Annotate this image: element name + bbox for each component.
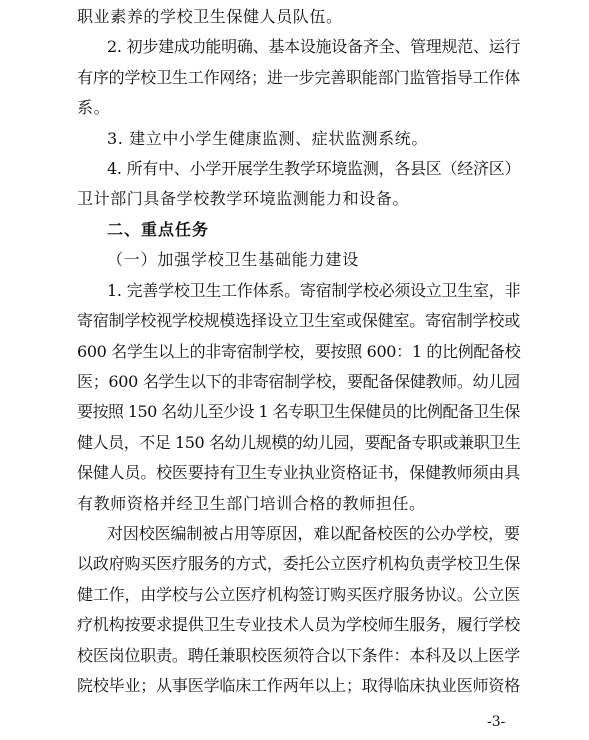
list-item-4: 4. 所有中、小学开展学生教学环境监测，各县区（经济区） bbox=[107, 159, 521, 179]
subsection-heading: （一）加强学校卫生基础能力建设 bbox=[107, 250, 360, 270]
list-item-3: 3. 建立中小学生健康监测、症状监测系统。 bbox=[107, 128, 428, 148]
body-text-line: 健工作，由学校与公立医疗机构签订购买医疗服务协议。公立医 bbox=[77, 584, 521, 604]
body-text-line: 600 名学生以上的非寄宿制学校，要按照 600：1 的比例配备校 bbox=[77, 341, 521, 361]
body-text-line: 有序的学校卫生工作网络；进一步完善职能部门监管指导工作体 bbox=[77, 67, 521, 87]
body-text-line: 以政府购买医疗服务的方式，委托公立医疗机构负责学校卫生保 bbox=[77, 554, 521, 574]
body-text-line: 寄宿制学校视学校规模选择设立卫生室或保健室。寄宿制学校或 bbox=[77, 311, 521, 331]
body-text-line: 系。 bbox=[77, 98, 111, 118]
list-item-2: 2. 初步建成功能明确、基本设施设备齐全、管理规范、运行 bbox=[107, 37, 521, 57]
body-text-line: 1. 完善学校卫生工作体系。寄宿制学校必须设立卫生室，非 bbox=[107, 280, 521, 300]
body-text-line: 医；600 名学生以下的非寄宿制学校，要配备保健教师。幼儿园 bbox=[77, 371, 520, 391]
body-text-line: 疗机构按要求提供卫生专业技术人员为学校师生服务，履行学校 bbox=[77, 615, 521, 635]
body-text-line: 对因校医编制被占用等原因，难以配备校医的公办学校，要 bbox=[107, 523, 520, 543]
body-text-line: 有教师资格并经卫生部门培训合格的教师担任。 bbox=[77, 493, 426, 513]
body-text-line: 职业素养的学校卫生保健人员队伍。 bbox=[77, 7, 343, 26]
body-text-line: 要按照 150 名幼儿至少设 1 名专职卫生保健员的比例配备卫生保 bbox=[77, 402, 520, 422]
body-text-line: 校医岗位职责。聘任兼职校医须符合以下条件：本科及以上医学 bbox=[77, 645, 521, 665]
page-number: -3- bbox=[487, 714, 506, 730]
body-text-line: 卫计部门具备学校教学环境监测能力和设备。 bbox=[77, 189, 410, 209]
body-text-line: 院校毕业；从事医学临床工作两年以上；取得临床执业医师资格 bbox=[77, 676, 521, 695]
body-text-line: 健人员，不足 150 名幼儿规模的幼儿园，要配备专职或兼职卫生 bbox=[77, 432, 521, 452]
body-text-line: 保健人员。校医要持有卫生专业执业资格证书，保健教师须由具 bbox=[77, 463, 521, 483]
section-heading: 二、重点任务 bbox=[107, 219, 210, 239]
